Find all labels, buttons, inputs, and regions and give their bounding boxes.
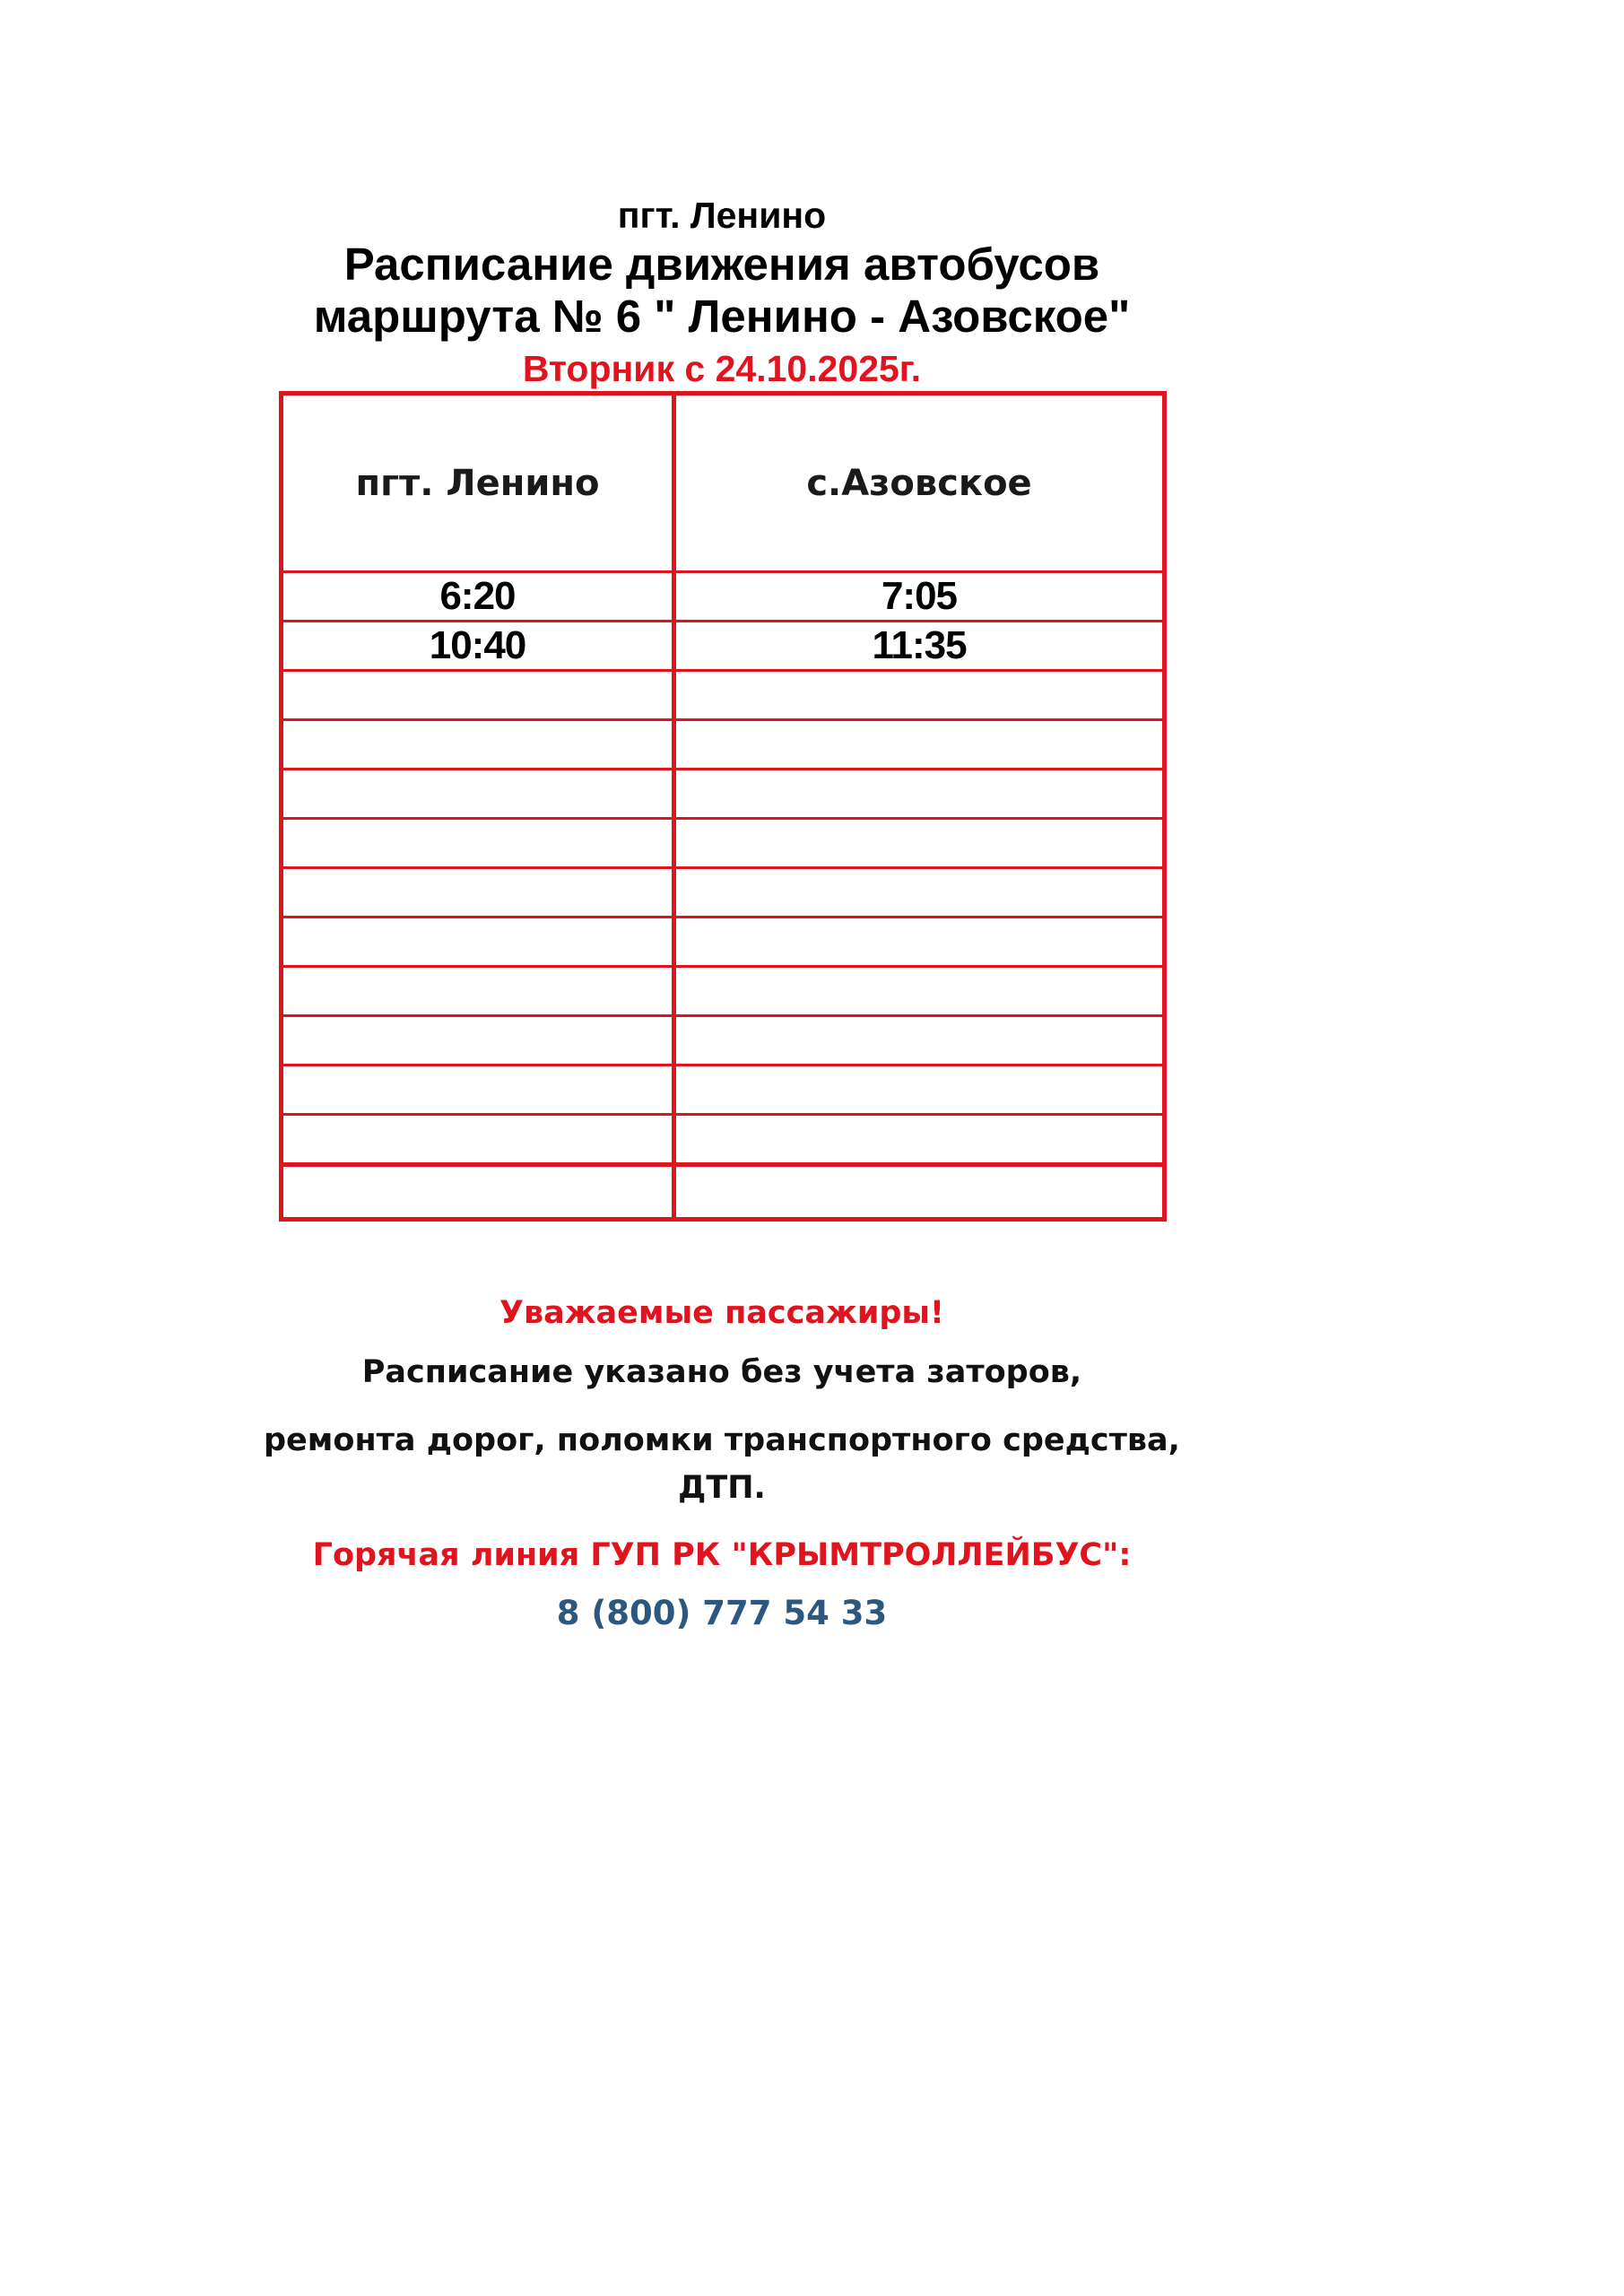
departure-time-azovskoe bbox=[674, 868, 1165, 918]
departure-time-lenino bbox=[282, 868, 674, 918]
table-row bbox=[282, 1065, 1165, 1115]
table-row bbox=[282, 671, 1165, 720]
departure-time-azovskoe: 11:35 bbox=[674, 622, 1165, 671]
route-title: маршрута № 6 " Ленино - Азовское" bbox=[313, 291, 1131, 342]
departure-time-azovskoe: 7:05 bbox=[674, 572, 1165, 622]
column-header-lenino: пгт. Ленино bbox=[282, 394, 674, 572]
departure-time-lenino bbox=[282, 918, 674, 967]
table-row bbox=[282, 720, 1165, 770]
departure-time-azovskoe bbox=[674, 770, 1165, 819]
departure-time-lenino bbox=[282, 1165, 674, 1220]
departure-time-lenino bbox=[282, 1115, 674, 1165]
departure-time-lenino bbox=[282, 1016, 674, 1065]
departure-time-azovskoe bbox=[674, 720, 1165, 770]
table-row bbox=[282, 1165, 1165, 1220]
table-row bbox=[282, 819, 1165, 868]
departure-time-azovskoe bbox=[674, 1115, 1165, 1165]
departure-time-azovskoe bbox=[674, 1065, 1165, 1115]
column-header-azovskoe: с.Азовское bbox=[674, 394, 1165, 572]
table-header-row bbox=[282, 394, 1165, 572]
table-row bbox=[282, 868, 1165, 918]
departure-time-lenino: 6:20 bbox=[282, 572, 674, 622]
departure-time-lenino bbox=[282, 770, 674, 819]
departure-time-azovskoe bbox=[674, 918, 1165, 967]
table-row bbox=[282, 967, 1165, 1016]
departure-time-azovskoe bbox=[674, 819, 1165, 868]
table-row bbox=[282, 622, 1165, 671]
town-heading: пгт. Ленино bbox=[617, 195, 827, 236]
table-row bbox=[282, 1016, 1165, 1065]
schedule-day: Вторник с 24.10.2025г. bbox=[522, 348, 922, 389]
departure-time-azovskoe bbox=[674, 967, 1165, 1016]
departure-time-lenino bbox=[282, 671, 674, 720]
departure-time-lenino bbox=[282, 967, 674, 1016]
departure-time-azovskoe bbox=[674, 1165, 1165, 1220]
table-row bbox=[282, 770, 1165, 819]
notice-line: ДТП. bbox=[678, 1470, 766, 1506]
departure-time-lenino bbox=[282, 819, 674, 868]
departure-time-azovskoe bbox=[674, 671, 1165, 720]
table-row bbox=[282, 572, 1165, 622]
departure-time-azovskoe bbox=[674, 1016, 1165, 1065]
hotline-phone: 8 (800) 777 54 33 bbox=[556, 1594, 888, 1632]
departure-time-lenino: 10:40 bbox=[282, 622, 674, 671]
table-row bbox=[282, 1115, 1165, 1165]
notice-line: ремонта дорог, поломки транспортного средства, bbox=[264, 1422, 1180, 1458]
departure-time-lenino bbox=[282, 1065, 674, 1115]
schedule-table bbox=[279, 391, 1167, 1222]
hotline-label: Горячая линия ГУП РК "КРЫМТРОЛЛЕЙБУС": bbox=[312, 1537, 1132, 1573]
passenger-greeting: Уважаемые пассажиры! bbox=[499, 1295, 945, 1331]
page-title: Расписание движения автобусов bbox=[343, 239, 1100, 290]
departure-time-lenino bbox=[282, 720, 674, 770]
notice-line: Расписание указано без учета заторов, bbox=[361, 1354, 1082, 1390]
table-row bbox=[282, 918, 1165, 967]
